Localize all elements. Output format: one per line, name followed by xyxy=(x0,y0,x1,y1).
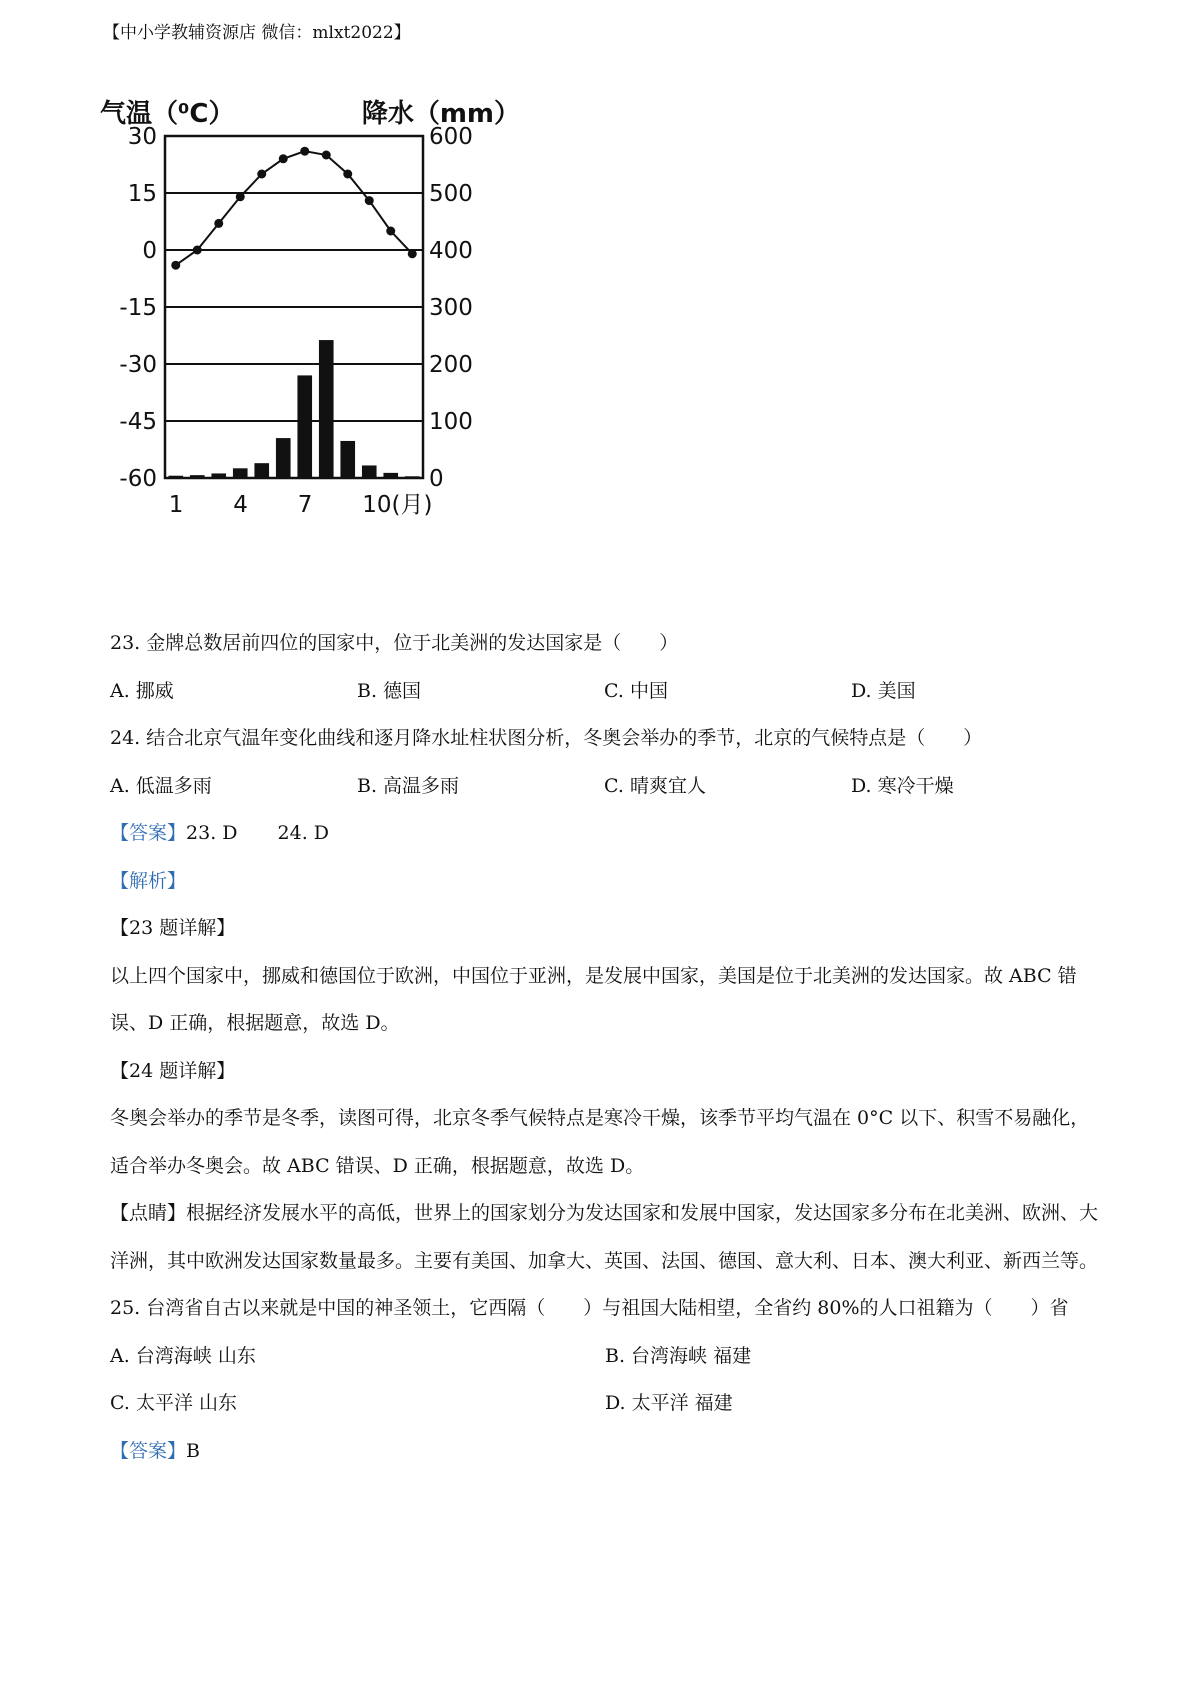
document-body xyxy=(110,620,1100,1475)
temp-tick-label: -45 xyxy=(119,409,157,435)
x-tick-label: 1 xyxy=(168,492,184,518)
answer-label: 【答案】 xyxy=(110,822,187,844)
q23-option-b: B. 德国 xyxy=(357,679,422,702)
temp-tick-label: -15 xyxy=(119,295,157,321)
climate-chart xyxy=(100,98,580,568)
temp-axis-label: 气温（⁰C） xyxy=(100,99,235,129)
temperature-point xyxy=(257,170,266,179)
temperature-point xyxy=(300,147,309,156)
q24-stem: 24. 结合北京气温年变化曲线和逐月降水址柱状图分析，冬奥会举办的季节，北京的气候特点是（ ） xyxy=(110,727,983,749)
precip-axis-label: 降水（mm） xyxy=(361,99,520,129)
temperature-point xyxy=(386,227,395,236)
temperature-point xyxy=(171,261,180,270)
detail-24-text: 冬奥会举办的季节是冬季，读图可得，北京冬季气候特点是寒冷干燥，该季节平均气温在 0°C 以下、积雪不易融化，适合举办冬奥会。故 ABC 错误、D 正确，根据题意，故选 D。 xyxy=(110,1107,1090,1177)
answer-25 xyxy=(110,1428,1100,1476)
temperature-point xyxy=(343,170,352,179)
q25-option-d: D. 太平洋 福建 xyxy=(605,1392,733,1414)
precip-tick-label: 200 xyxy=(429,352,473,378)
q23-option-d: D. 美国 xyxy=(851,679,916,702)
detail-23-title: 【23 题详解】 xyxy=(110,917,236,939)
x-tick-label: 4 xyxy=(233,492,248,518)
analysis-label: 【解析】 xyxy=(110,869,187,892)
q23-options xyxy=(110,668,1100,716)
precip-tick-label: 100 xyxy=(429,409,473,435)
precip-bar xyxy=(340,441,355,478)
detail-24-title: 【24 题详解】 xyxy=(110,1059,236,1082)
header-note: 【中小学教辅资源店 微信：mlxt2022】 xyxy=(103,23,411,43)
tip-text: 根据经济发展水平的高低，世界上的国家划分为发达国家和发展中国家，发达国家多分布在北美洲、欧洲、大洋洲，其中欧洲发达国家数量最多。主要有美国、加拿大、英国、法国、德国、意大利、日本、澳大利亚、新西兰等。 xyxy=(110,1202,1099,1272)
q24-option-b: B. 高温多雨 xyxy=(357,774,460,797)
temperature-point xyxy=(408,249,417,258)
q25-stem: 25. 台湾省自古以来就是中国的神圣领土，它西隔（ ）与祖国大陆相望，全省约 80%的人口祖籍为（ ）省 xyxy=(110,1297,1069,1319)
temp-tick-label: -30 xyxy=(119,352,157,378)
precip-bar xyxy=(362,465,377,478)
temp-tick-label: -60 xyxy=(119,466,157,492)
q23-stem: 23. 金牌总数居前四位的国家中，位于北美洲的发达国家是（ ） xyxy=(110,632,679,654)
precip-tick-label: 400 xyxy=(429,238,473,264)
q25-option-a: A. 台湾海峡 山东 xyxy=(110,1344,256,1367)
q25-options-row-1 xyxy=(110,1333,1100,1381)
q24-options xyxy=(110,763,1100,811)
q24-option-a: A. 低温多雨 xyxy=(110,774,212,797)
answer-23-24 xyxy=(110,810,1100,858)
q25-option-b: B. 台湾海峡 福建 xyxy=(605,1344,752,1367)
precip-bar xyxy=(276,438,291,478)
temperature-point xyxy=(365,196,374,205)
detail-23-text: 以上四个国家中，挪威和德国位于欧洲，中国位于亚洲，是发展中国家，美国是位于北美洲的发达国家。故 ABC 错误、D 正确，根据题意，故选 D。 xyxy=(110,964,1077,1034)
precip-bar xyxy=(254,463,269,478)
x-tick-label: 7 xyxy=(297,492,313,518)
q25-options-row-2 xyxy=(110,1380,1100,1428)
temperature-point xyxy=(279,154,288,163)
temperature-point xyxy=(236,192,245,201)
q24-option-d: D. 寒冷干燥 xyxy=(851,774,954,797)
tip-block xyxy=(110,1190,1100,1285)
precip-tick-label: 500 xyxy=(429,181,473,207)
precip-bar xyxy=(297,375,312,478)
q23-option-c: C. 中国 xyxy=(604,679,668,702)
answer-25-label: 【答案】 xyxy=(110,1439,187,1462)
x-tick-label: 10(月) xyxy=(362,492,433,518)
precip-bar xyxy=(233,468,248,478)
temp-tick-label: 0 xyxy=(142,238,157,264)
temp-tick-label: 30 xyxy=(127,124,157,150)
temperature-point xyxy=(322,151,331,160)
temperature-line xyxy=(176,151,413,265)
answer-23: 23. D xyxy=(186,822,238,844)
answer-24: 24. D xyxy=(277,822,330,844)
precip-tick-label: 0 xyxy=(429,466,444,492)
precip-tick-label: 600 xyxy=(429,124,473,150)
tip-label: 【点睛】 xyxy=(110,1202,187,1224)
precip-bar xyxy=(319,340,334,478)
q25-option-c: C. 太平洋 山东 xyxy=(110,1392,237,1414)
q24-option-c: C. 晴爽宜人 xyxy=(604,774,706,797)
precip-tick-label: 300 xyxy=(429,295,473,321)
temperature-point xyxy=(193,246,202,255)
q23-option-a: A. 挪威 xyxy=(110,679,174,702)
answer-25-value: B xyxy=(186,1439,200,1462)
temperature-point xyxy=(214,219,223,228)
temp-tick-label: 15 xyxy=(127,181,157,207)
